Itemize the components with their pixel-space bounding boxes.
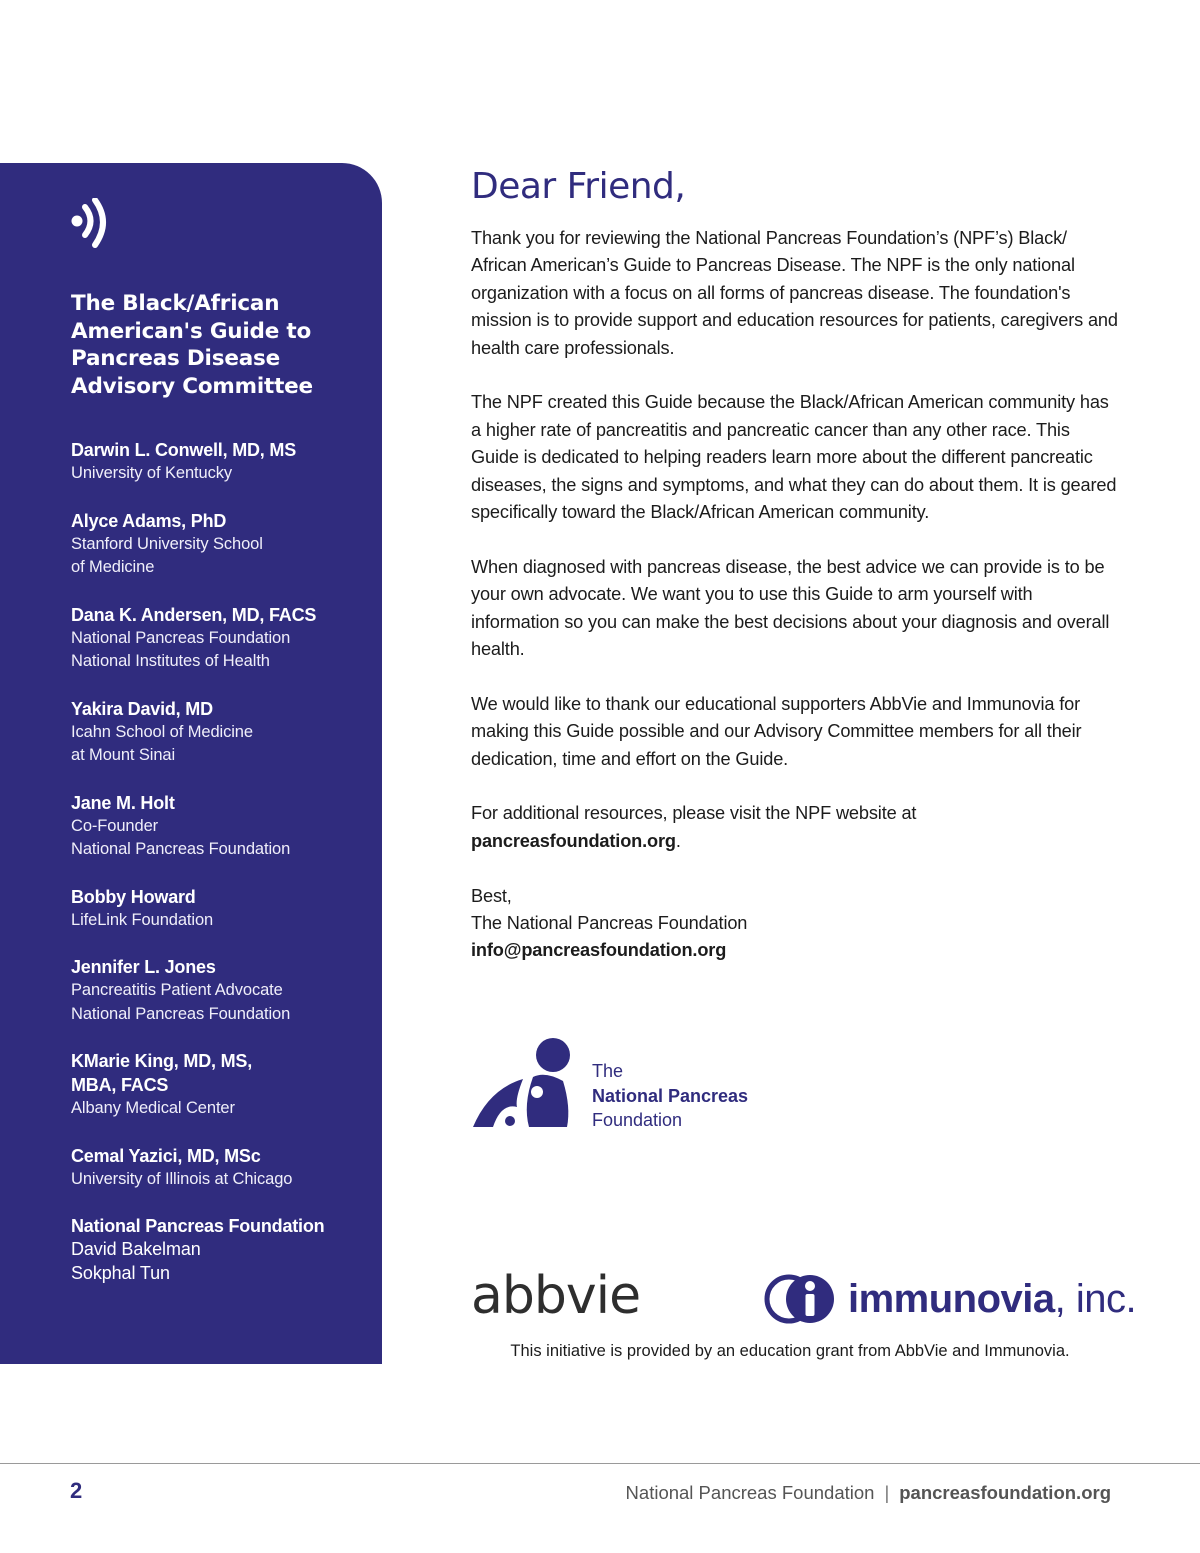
npf-logo-figure-icon (471, 1037, 581, 1132)
website-link[interactable]: pancreasfoundation.org (471, 830, 676, 851)
member-name: Dana K. Andersen, MD, FACS (71, 604, 317, 625)
resources-paragraph (471, 800, 1121, 855)
letter-paragraph: We would like to thank our educational supporters AbbVie and Immunovia for making this Guide possible and our Advisory Committee members for all their dedication, time and effort on the Guide. (471, 693, 1082, 769)
member-affiliation: Co-Founder (71, 816, 159, 835)
resources-text: For additional resources, please visit the NPF website at (471, 803, 917, 824)
committee-member (71, 603, 362, 674)
member-name: Yakira David, MD (71, 698, 213, 719)
committee-members-list (71, 438, 362, 1285)
member-affiliation: University of Illinois at Chicago (71, 1169, 293, 1188)
member-name: Bobby Howard (71, 886, 196, 907)
member-name: Alyce Adams, PhD (71, 510, 227, 531)
npf-logo-line: Foundation (592, 1110, 683, 1130)
letter-paragraph: When diagnosed with pancreas disease, the best advice we can provide is to be your own advocate. We want you to use this Guide to arm yourself with information so you can make the best decisions about your diagnosis and overall health. (471, 556, 1110, 660)
npf-logo-line: National Pancreas (592, 1085, 749, 1106)
abbvie-logo: abbvie (471, 1266, 641, 1326)
closing: Best, (471, 885, 512, 906)
signature: The National Pancreas Foundation (471, 913, 748, 934)
footer-separator: | (884, 1482, 890, 1503)
committee-member (71, 885, 362, 933)
closing-block (471, 883, 1121, 965)
member-affiliation: of Medicine (71, 558, 155, 576)
member-name: National Pancreas Foundation (71, 1216, 325, 1236)
npf-mark-icon (71, 198, 111, 250)
committee-member (71, 955, 362, 1026)
npf-logo-text (592, 1059, 748, 1133)
committee-member (71, 791, 362, 862)
letter-text (471, 225, 1121, 965)
committee-member (71, 509, 362, 580)
committee-member (71, 1214, 362, 1285)
member-name: Jane M. Holt (71, 792, 175, 813)
letter-paragraph: The NPF created this Guide because the Black/African American community has a higher rate of pancreatitis and pancreatic cancer than any other race. This Guide is dedicated to helping readers learn more about the different pancreatic diseases, the signs and symptoms, and what they can do about them. It is geared specifically toward the Black/African American community. (471, 392, 1117, 523)
member-affiliation: Stanford University School (71, 534, 263, 553)
immunovia-wordmark (848, 1271, 1136, 1327)
member-affiliation: National Pancreas Foundation (71, 1004, 291, 1023)
greeting-heading: Dear Friend, (471, 166, 686, 207)
immunovia-name: immunovia (848, 1277, 1055, 1321)
member-affiliation: Pancreatitis Patient Advocate (71, 981, 283, 999)
npf-logo (471, 1037, 771, 1132)
grant-note: This initiative is provided by an education grant from AbbVie and Immunovia. (510, 1342, 1070, 1360)
member-affiliation: University of Kentucky (71, 464, 233, 482)
member-name: Jennifer L. Jones (71, 957, 216, 977)
member-affiliation: National Pancreas Foundation (71, 628, 291, 647)
committee-member (71, 1049, 362, 1121)
member-affiliation: LifeLink Foundation (71, 910, 214, 929)
npf-logo-line: The (592, 1061, 624, 1081)
immunovia-suffix: , inc. (1054, 1277, 1137, 1321)
committee-member (71, 697, 362, 768)
member-name: KMarie King, MD, MS, MBA, FACS (71, 1051, 253, 1095)
email-link[interactable]: info@pancreasfoundation.org (471, 940, 727, 961)
member-affiliation: Icahn School of Medicine (71, 722, 253, 741)
sidebar-title: The Black/African American's Guide to Pancreas Disease Advisory Committee (71, 291, 313, 399)
member-name: Darwin L. Conwell, MD, MS (71, 440, 297, 460)
footer-org: National Pancreas Foundation (625, 1482, 875, 1503)
member-affiliation: National Pancreas Foundation (71, 840, 291, 858)
letter-body (471, 160, 1121, 992)
member-affiliation: at Mount Sinai (71, 746, 176, 764)
committee-member (71, 438, 362, 486)
letter-paragraph: Thank you for reviewing the National Pancreas Foundation’s (NPF’s) Black/ African American’s Guide to Pancreas Disease. The NPF is the only national organization with a focus on all forms of pancreas disease. The foundation's mission is to provide support and education resources for patients, caregivers and health care professionals. (471, 228, 1118, 358)
member-affiliation: Albany Medical Center (71, 1099, 235, 1117)
member-name: Cemal Yazici, MD, MSc (71, 1145, 261, 1166)
page-number: 2 (70, 1478, 83, 1503)
immunovia-mark-icon (764, 1271, 838, 1327)
footer-credit (626, 1482, 1111, 1504)
footer-divider (0, 1463, 1200, 1464)
resources-period: . (675, 830, 681, 851)
committee-member (71, 1144, 362, 1192)
member-affiliation: National Institutes of Health (71, 652, 270, 670)
member-affiliation: Sokphal Tun (71, 1262, 170, 1283)
member-affiliation: David Bakelman (71, 1239, 201, 1259)
footer-url[interactable]: pancreasfoundation.org (899, 1482, 1111, 1503)
advisory-committee-sidebar (0, 163, 382, 1364)
